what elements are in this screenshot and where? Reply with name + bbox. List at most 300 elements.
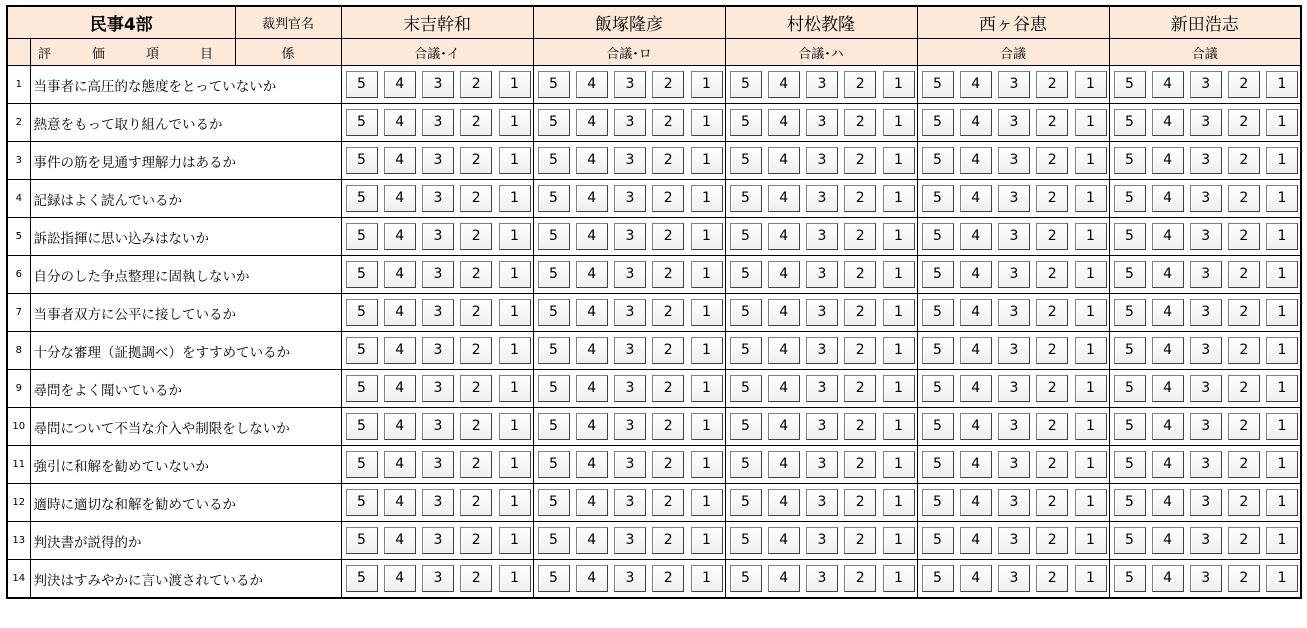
rating-button-5[interactable]: 5: [730, 489, 762, 516]
rating-button-4[interactable]: 4: [576, 413, 608, 440]
rating-button-3[interactable]: 3: [1190, 185, 1222, 212]
rating-button-1[interactable]: 1: [1075, 185, 1107, 212]
rating-button-3[interactable]: 3: [422, 527, 454, 554]
rating-button-3[interactable]: 3: [614, 337, 646, 364]
rating-button-3[interactable]: 3: [422, 489, 454, 516]
rating-button-4[interactable]: 4: [960, 527, 992, 554]
rating-button-5[interactable]: 5: [1114, 109, 1146, 136]
rating-button-1[interactable]: 1: [1075, 71, 1107, 98]
rating-button-3[interactable]: 3: [1190, 223, 1222, 250]
rating-button-3[interactable]: 3: [806, 109, 838, 136]
rating-button-1[interactable]: 1: [1075, 147, 1107, 174]
rating-button-3[interactable]: 3: [614, 223, 646, 250]
rating-button-1[interactable]: 1: [691, 299, 723, 326]
rating-button-1[interactable]: 1: [1266, 71, 1298, 98]
rating-button-2[interactable]: 2: [460, 109, 492, 136]
rating-button-5[interactable]: 5: [346, 337, 378, 364]
rating-button-1[interactable]: 1: [691, 527, 723, 554]
rating-button-1[interactable]: 1: [499, 451, 531, 478]
rating-button-4[interactable]: 4: [384, 375, 416, 402]
rating-button-3[interactable]: 3: [422, 565, 454, 592]
rating-button-4[interactable]: 4: [960, 565, 992, 592]
rating-button-4[interactable]: 4: [1152, 527, 1184, 554]
rating-button-1[interactable]: 1: [1075, 375, 1107, 402]
rating-button-5[interactable]: 5: [922, 489, 954, 516]
rating-button-4[interactable]: 4: [1152, 375, 1184, 402]
rating-button-5[interactable]: 5: [1114, 527, 1146, 554]
rating-button-3[interactable]: 3: [614, 71, 646, 98]
rating-button-1[interactable]: 1: [1075, 223, 1107, 250]
rating-button-1[interactable]: 1: [1075, 565, 1107, 592]
rating-button-3[interactable]: 3: [422, 413, 454, 440]
rating-button-1[interactable]: 1: [1075, 109, 1107, 136]
rating-button-3[interactable]: 3: [422, 375, 454, 402]
rating-button-1[interactable]: 1: [691, 565, 723, 592]
rating-button-1[interactable]: 1: [1075, 337, 1107, 364]
rating-button-4[interactable]: 4: [576, 299, 608, 326]
rating-button-5[interactable]: 5: [730, 527, 762, 554]
rating-button-3[interactable]: 3: [998, 223, 1030, 250]
rating-button-3[interactable]: 3: [1190, 261, 1222, 288]
rating-button-3[interactable]: 3: [806, 451, 838, 478]
rating-button-3[interactable]: 3: [422, 337, 454, 364]
rating-button-2[interactable]: 2: [844, 489, 876, 516]
rating-button-1[interactable]: 1: [1075, 527, 1107, 554]
rating-button-3[interactable]: 3: [614, 565, 646, 592]
rating-button-1[interactable]: 1: [691, 109, 723, 136]
rating-button-2[interactable]: 2: [1228, 527, 1260, 554]
rating-button-4[interactable]: 4: [768, 375, 800, 402]
rating-button-2[interactable]: 2: [460, 185, 492, 212]
rating-button-1[interactable]: 1: [691, 261, 723, 288]
rating-button-5[interactable]: 5: [730, 337, 762, 364]
rating-button-5[interactable]: 5: [730, 413, 762, 440]
rating-button-5[interactable]: 5: [538, 261, 570, 288]
rating-button-4[interactable]: 4: [768, 565, 800, 592]
rating-button-4[interactable]: 4: [768, 71, 800, 98]
rating-button-4[interactable]: 4: [576, 261, 608, 288]
rating-button-5[interactable]: 5: [922, 451, 954, 478]
rating-button-5[interactable]: 5: [1114, 565, 1146, 592]
rating-button-3[interactable]: 3: [1190, 413, 1222, 440]
rating-button-1[interactable]: 1: [1266, 147, 1298, 174]
rating-button-2[interactable]: 2: [1036, 185, 1068, 212]
rating-button-1[interactable]: 1: [883, 71, 915, 98]
rating-button-3[interactable]: 3: [1190, 565, 1222, 592]
rating-button-4[interactable]: 4: [576, 565, 608, 592]
rating-button-4[interactable]: 4: [1152, 147, 1184, 174]
rating-button-3[interactable]: 3: [614, 109, 646, 136]
rating-button-3[interactable]: 3: [998, 261, 1030, 288]
rating-button-2[interactable]: 2: [652, 147, 684, 174]
rating-button-1[interactable]: 1: [691, 223, 723, 250]
rating-button-4[interactable]: 4: [768, 527, 800, 554]
rating-button-5[interactable]: 5: [1114, 185, 1146, 212]
rating-button-2[interactable]: 2: [1036, 413, 1068, 440]
rating-button-2[interactable]: 2: [652, 451, 684, 478]
rating-button-3[interactable]: 3: [614, 527, 646, 554]
rating-button-4[interactable]: 4: [384, 337, 416, 364]
rating-button-4[interactable]: 4: [384, 147, 416, 174]
rating-button-3[interactable]: 3: [806, 299, 838, 326]
rating-button-5[interactable]: 5: [1114, 337, 1146, 364]
rating-button-4[interactable]: 4: [1152, 299, 1184, 326]
rating-button-3[interactable]: 3: [998, 185, 1030, 212]
rating-button-3[interactable]: 3: [614, 489, 646, 516]
rating-button-2[interactable]: 2: [1228, 375, 1260, 402]
rating-button-2[interactable]: 2: [1036, 565, 1068, 592]
rating-button-2[interactable]: 2: [652, 527, 684, 554]
rating-button-2[interactable]: 2: [460, 527, 492, 554]
rating-button-3[interactable]: 3: [806, 527, 838, 554]
rating-button-2[interactable]: 2: [652, 109, 684, 136]
rating-button-5[interactable]: 5: [538, 223, 570, 250]
rating-button-4[interactable]: 4: [960, 451, 992, 478]
rating-button-2[interactable]: 2: [844, 451, 876, 478]
rating-button-5[interactable]: 5: [538, 565, 570, 592]
rating-button-4[interactable]: 4: [576, 223, 608, 250]
rating-button-2[interactable]: 2: [652, 413, 684, 440]
rating-button-5[interactable]: 5: [538, 337, 570, 364]
rating-button-4[interactable]: 4: [960, 337, 992, 364]
rating-button-4[interactable]: 4: [384, 71, 416, 98]
rating-button-2[interactable]: 2: [1036, 71, 1068, 98]
rating-button-2[interactable]: 2: [460, 223, 492, 250]
rating-button-1[interactable]: 1: [1075, 413, 1107, 440]
rating-button-2[interactable]: 2: [1228, 261, 1260, 288]
rating-button-5[interactable]: 5: [922, 565, 954, 592]
rating-button-2[interactable]: 2: [460, 451, 492, 478]
rating-button-5[interactable]: 5: [1114, 413, 1146, 440]
rating-button-4[interactable]: 4: [1152, 109, 1184, 136]
rating-button-2[interactable]: 2: [844, 185, 876, 212]
rating-button-4[interactable]: 4: [576, 185, 608, 212]
rating-button-5[interactable]: 5: [730, 223, 762, 250]
rating-button-3[interactable]: 3: [998, 109, 1030, 136]
rating-button-2[interactable]: 2: [652, 375, 684, 402]
rating-button-1[interactable]: 1: [883, 337, 915, 364]
rating-button-5[interactable]: 5: [1114, 451, 1146, 478]
rating-button-5[interactable]: 5: [922, 375, 954, 402]
rating-button-2[interactable]: 2: [1228, 299, 1260, 326]
rating-button-2[interactable]: 2: [1228, 489, 1260, 516]
rating-button-5[interactable]: 5: [730, 261, 762, 288]
rating-button-3[interactable]: 3: [614, 413, 646, 440]
rating-button-1[interactable]: 1: [499, 413, 531, 440]
rating-button-4[interactable]: 4: [960, 489, 992, 516]
rating-button-4[interactable]: 4: [384, 565, 416, 592]
rating-button-2[interactable]: 2: [1228, 337, 1260, 364]
rating-button-2[interactable]: 2: [652, 489, 684, 516]
rating-button-2[interactable]: 2: [460, 147, 492, 174]
rating-button-1[interactable]: 1: [1266, 527, 1298, 554]
rating-button-2[interactable]: 2: [844, 147, 876, 174]
rating-button-5[interactable]: 5: [538, 299, 570, 326]
rating-button-3[interactable]: 3: [614, 147, 646, 174]
rating-button-1[interactable]: 1: [1266, 261, 1298, 288]
rating-button-1[interactable]: 1: [499, 527, 531, 554]
rating-button-5[interactable]: 5: [922, 261, 954, 288]
rating-button-1[interactable]: 1: [499, 337, 531, 364]
rating-button-4[interactable]: 4: [960, 109, 992, 136]
rating-button-1[interactable]: 1: [499, 147, 531, 174]
rating-button-3[interactable]: 3: [806, 147, 838, 174]
rating-button-5[interactable]: 5: [538, 527, 570, 554]
rating-button-4[interactable]: 4: [576, 527, 608, 554]
rating-button-1[interactable]: 1: [499, 223, 531, 250]
rating-button-3[interactable]: 3: [806, 261, 838, 288]
rating-button-1[interactable]: 1: [883, 147, 915, 174]
rating-button-4[interactable]: 4: [384, 451, 416, 478]
rating-button-5[interactable]: 5: [730, 147, 762, 174]
rating-button-4[interactable]: 4: [1152, 261, 1184, 288]
rating-button-5[interactable]: 5: [346, 527, 378, 554]
rating-button-1[interactable]: 1: [1266, 185, 1298, 212]
rating-button-4[interactable]: 4: [768, 223, 800, 250]
rating-button-5[interactable]: 5: [1114, 223, 1146, 250]
rating-button-1[interactable]: 1: [1266, 413, 1298, 440]
rating-button-5[interactable]: 5: [1114, 489, 1146, 516]
rating-button-5[interactable]: 5: [922, 71, 954, 98]
rating-button-2[interactable]: 2: [844, 565, 876, 592]
rating-button-1[interactable]: 1: [883, 489, 915, 516]
rating-button-1[interactable]: 1: [883, 413, 915, 440]
rating-button-1[interactable]: 1: [1266, 109, 1298, 136]
rating-button-5[interactable]: 5: [538, 71, 570, 98]
rating-button-5[interactable]: 5: [922, 299, 954, 326]
rating-button-5[interactable]: 5: [346, 71, 378, 98]
rating-button-1[interactable]: 1: [691, 71, 723, 98]
rating-button-3[interactable]: 3: [998, 413, 1030, 440]
rating-button-1[interactable]: 1: [1266, 375, 1298, 402]
rating-button-2[interactable]: 2: [460, 261, 492, 288]
rating-button-1[interactable]: 1: [499, 565, 531, 592]
rating-button-1[interactable]: 1: [499, 489, 531, 516]
rating-button-4[interactable]: 4: [384, 413, 416, 440]
rating-button-4[interactable]: 4: [768, 337, 800, 364]
rating-button-5[interactable]: 5: [538, 375, 570, 402]
rating-button-5[interactable]: 5: [730, 109, 762, 136]
rating-button-3[interactable]: 3: [422, 147, 454, 174]
rating-button-5[interactable]: 5: [346, 413, 378, 440]
rating-button-4[interactable]: 4: [384, 489, 416, 516]
rating-button-5[interactable]: 5: [730, 299, 762, 326]
rating-button-2[interactable]: 2: [460, 565, 492, 592]
rating-button-3[interactable]: 3: [998, 565, 1030, 592]
rating-button-1[interactable]: 1: [691, 375, 723, 402]
rating-button-2[interactable]: 2: [844, 527, 876, 554]
rating-button-4[interactable]: 4: [768, 489, 800, 516]
rating-button-4[interactable]: 4: [768, 299, 800, 326]
rating-button-5[interactable]: 5: [922, 337, 954, 364]
rating-button-3[interactable]: 3: [1190, 147, 1222, 174]
rating-button-2[interactable]: 2: [1228, 413, 1260, 440]
rating-button-3[interactable]: 3: [998, 451, 1030, 478]
rating-button-3[interactable]: 3: [1190, 375, 1222, 402]
rating-button-4[interactable]: 4: [768, 109, 800, 136]
rating-button-4[interactable]: 4: [768, 147, 800, 174]
rating-button-5[interactable]: 5: [730, 451, 762, 478]
rating-button-3[interactable]: 3: [998, 337, 1030, 364]
rating-button-5[interactable]: 5: [346, 261, 378, 288]
rating-button-5[interactable]: 5: [346, 565, 378, 592]
rating-button-2[interactable]: 2: [460, 375, 492, 402]
rating-button-1[interactable]: 1: [499, 299, 531, 326]
rating-button-4[interactable]: 4: [576, 337, 608, 364]
rating-button-4[interactable]: 4: [768, 451, 800, 478]
rating-button-3[interactable]: 3: [422, 261, 454, 288]
rating-button-4[interactable]: 4: [960, 185, 992, 212]
rating-button-3[interactable]: 3: [422, 299, 454, 326]
rating-button-4[interactable]: 4: [768, 413, 800, 440]
rating-button-1[interactable]: 1: [499, 185, 531, 212]
rating-button-2[interactable]: 2: [460, 413, 492, 440]
rating-button-5[interactable]: 5: [346, 147, 378, 174]
rating-button-3[interactable]: 3: [998, 71, 1030, 98]
rating-button-1[interactable]: 1: [883, 375, 915, 402]
rating-button-3[interactable]: 3: [1190, 299, 1222, 326]
rating-button-5[interactable]: 5: [1114, 71, 1146, 98]
rating-button-4[interactable]: 4: [768, 261, 800, 288]
rating-button-5[interactable]: 5: [538, 451, 570, 478]
rating-button-1[interactable]: 1: [883, 451, 915, 478]
rating-button-1[interactable]: 1: [1266, 337, 1298, 364]
rating-button-5[interactable]: 5: [922, 185, 954, 212]
rating-button-1[interactable]: 1: [499, 375, 531, 402]
rating-button-4[interactable]: 4: [768, 185, 800, 212]
rating-button-5[interactable]: 5: [538, 185, 570, 212]
rating-button-3[interactable]: 3: [806, 71, 838, 98]
rating-button-2[interactable]: 2: [844, 261, 876, 288]
rating-button-3[interactable]: 3: [806, 223, 838, 250]
rating-button-2[interactable]: 2: [1036, 261, 1068, 288]
rating-button-2[interactable]: 2: [844, 299, 876, 326]
rating-button-2[interactable]: 2: [1036, 109, 1068, 136]
rating-button-4[interactable]: 4: [384, 261, 416, 288]
rating-button-2[interactable]: 2: [844, 109, 876, 136]
rating-button-4[interactable]: 4: [960, 71, 992, 98]
rating-button-4[interactable]: 4: [1152, 451, 1184, 478]
rating-button-3[interactable]: 3: [422, 71, 454, 98]
rating-button-3[interactable]: 3: [998, 147, 1030, 174]
rating-button-1[interactable]: 1: [691, 185, 723, 212]
rating-button-4[interactable]: 4: [1152, 565, 1184, 592]
rating-button-4[interactable]: 4: [384, 527, 416, 554]
rating-button-3[interactable]: 3: [806, 489, 838, 516]
rating-button-1[interactable]: 1: [1075, 261, 1107, 288]
rating-button-3[interactable]: 3: [806, 337, 838, 364]
rating-button-2[interactable]: 2: [1228, 71, 1260, 98]
rating-button-2[interactable]: 2: [844, 223, 876, 250]
rating-button-3[interactable]: 3: [806, 413, 838, 440]
rating-button-5[interactable]: 5: [538, 109, 570, 136]
rating-button-1[interactable]: 1: [883, 109, 915, 136]
rating-button-5[interactable]: 5: [346, 185, 378, 212]
rating-button-4[interactable]: 4: [1152, 71, 1184, 98]
rating-button-1[interactable]: 1: [1075, 451, 1107, 478]
rating-button-5[interactable]: 5: [922, 223, 954, 250]
rating-button-5[interactable]: 5: [1114, 375, 1146, 402]
rating-button-4[interactable]: 4: [960, 147, 992, 174]
rating-button-2[interactable]: 2: [652, 337, 684, 364]
rating-button-1[interactable]: 1: [1266, 489, 1298, 516]
rating-button-3[interactable]: 3: [614, 299, 646, 326]
rating-button-2[interactable]: 2: [844, 337, 876, 364]
rating-button-5[interactable]: 5: [922, 527, 954, 554]
rating-button-5[interactable]: 5: [346, 299, 378, 326]
rating-button-4[interactable]: 4: [576, 489, 608, 516]
rating-button-4[interactable]: 4: [960, 261, 992, 288]
rating-button-2[interactable]: 2: [460, 299, 492, 326]
rating-button-1[interactable]: 1: [883, 261, 915, 288]
rating-button-3[interactable]: 3: [614, 261, 646, 288]
rating-button-5[interactable]: 5: [1114, 299, 1146, 326]
rating-button-2[interactable]: 2: [652, 71, 684, 98]
rating-button-2[interactable]: 2: [1036, 527, 1068, 554]
rating-button-2[interactable]: 2: [1036, 299, 1068, 326]
rating-button-2[interactable]: 2: [652, 185, 684, 212]
rating-button-2[interactable]: 2: [652, 299, 684, 326]
rating-button-1[interactable]: 1: [883, 223, 915, 250]
rating-button-3[interactable]: 3: [422, 451, 454, 478]
rating-button-4[interactable]: 4: [1152, 337, 1184, 364]
rating-button-5[interactable]: 5: [922, 109, 954, 136]
rating-button-3[interactable]: 3: [614, 451, 646, 478]
rating-button-3[interactable]: 3: [806, 375, 838, 402]
rating-button-3[interactable]: 3: [422, 109, 454, 136]
rating-button-2[interactable]: 2: [1228, 185, 1260, 212]
rating-button-2[interactable]: 2: [652, 565, 684, 592]
rating-button-3[interactable]: 3: [1190, 489, 1222, 516]
rating-button-3[interactable]: 3: [806, 185, 838, 212]
rating-button-4[interactable]: 4: [960, 413, 992, 440]
rating-button-4[interactable]: 4: [576, 71, 608, 98]
rating-button-3[interactable]: 3: [422, 185, 454, 212]
rating-button-4[interactable]: 4: [1152, 223, 1184, 250]
rating-button-2[interactable]: 2: [460, 489, 492, 516]
rating-button-5[interactable]: 5: [346, 109, 378, 136]
rating-button-1[interactable]: 1: [883, 565, 915, 592]
rating-button-1[interactable]: 1: [883, 185, 915, 212]
rating-button-4[interactable]: 4: [384, 185, 416, 212]
rating-button-5[interactable]: 5: [730, 185, 762, 212]
rating-button-1[interactable]: 1: [499, 109, 531, 136]
rating-button-5[interactable]: 5: [730, 565, 762, 592]
rating-button-3[interactable]: 3: [998, 489, 1030, 516]
rating-button-3[interactable]: 3: [1190, 71, 1222, 98]
rating-button-2[interactable]: 2: [1036, 223, 1068, 250]
rating-button-4[interactable]: 4: [576, 375, 608, 402]
rating-button-3[interactable]: 3: [1190, 527, 1222, 554]
rating-button-3[interactable]: 3: [998, 527, 1030, 554]
rating-button-2[interactable]: 2: [844, 71, 876, 98]
rating-button-1[interactable]: 1: [1266, 565, 1298, 592]
rating-button-1[interactable]: 1: [883, 527, 915, 554]
rating-button-3[interactable]: 3: [422, 223, 454, 250]
rating-button-3[interactable]: 3: [614, 375, 646, 402]
rating-button-4[interactable]: 4: [960, 299, 992, 326]
rating-button-1[interactable]: 1: [499, 71, 531, 98]
rating-button-2[interactable]: 2: [460, 71, 492, 98]
rating-button-3[interactable]: 3: [998, 375, 1030, 402]
rating-button-2[interactable]: 2: [1036, 489, 1068, 516]
rating-button-2[interactable]: 2: [844, 375, 876, 402]
rating-button-1[interactable]: 1: [1075, 489, 1107, 516]
rating-button-3[interactable]: 3: [1190, 337, 1222, 364]
rating-button-5[interactable]: 5: [922, 147, 954, 174]
rating-button-5[interactable]: 5: [346, 223, 378, 250]
rating-button-4[interactable]: 4: [1152, 185, 1184, 212]
